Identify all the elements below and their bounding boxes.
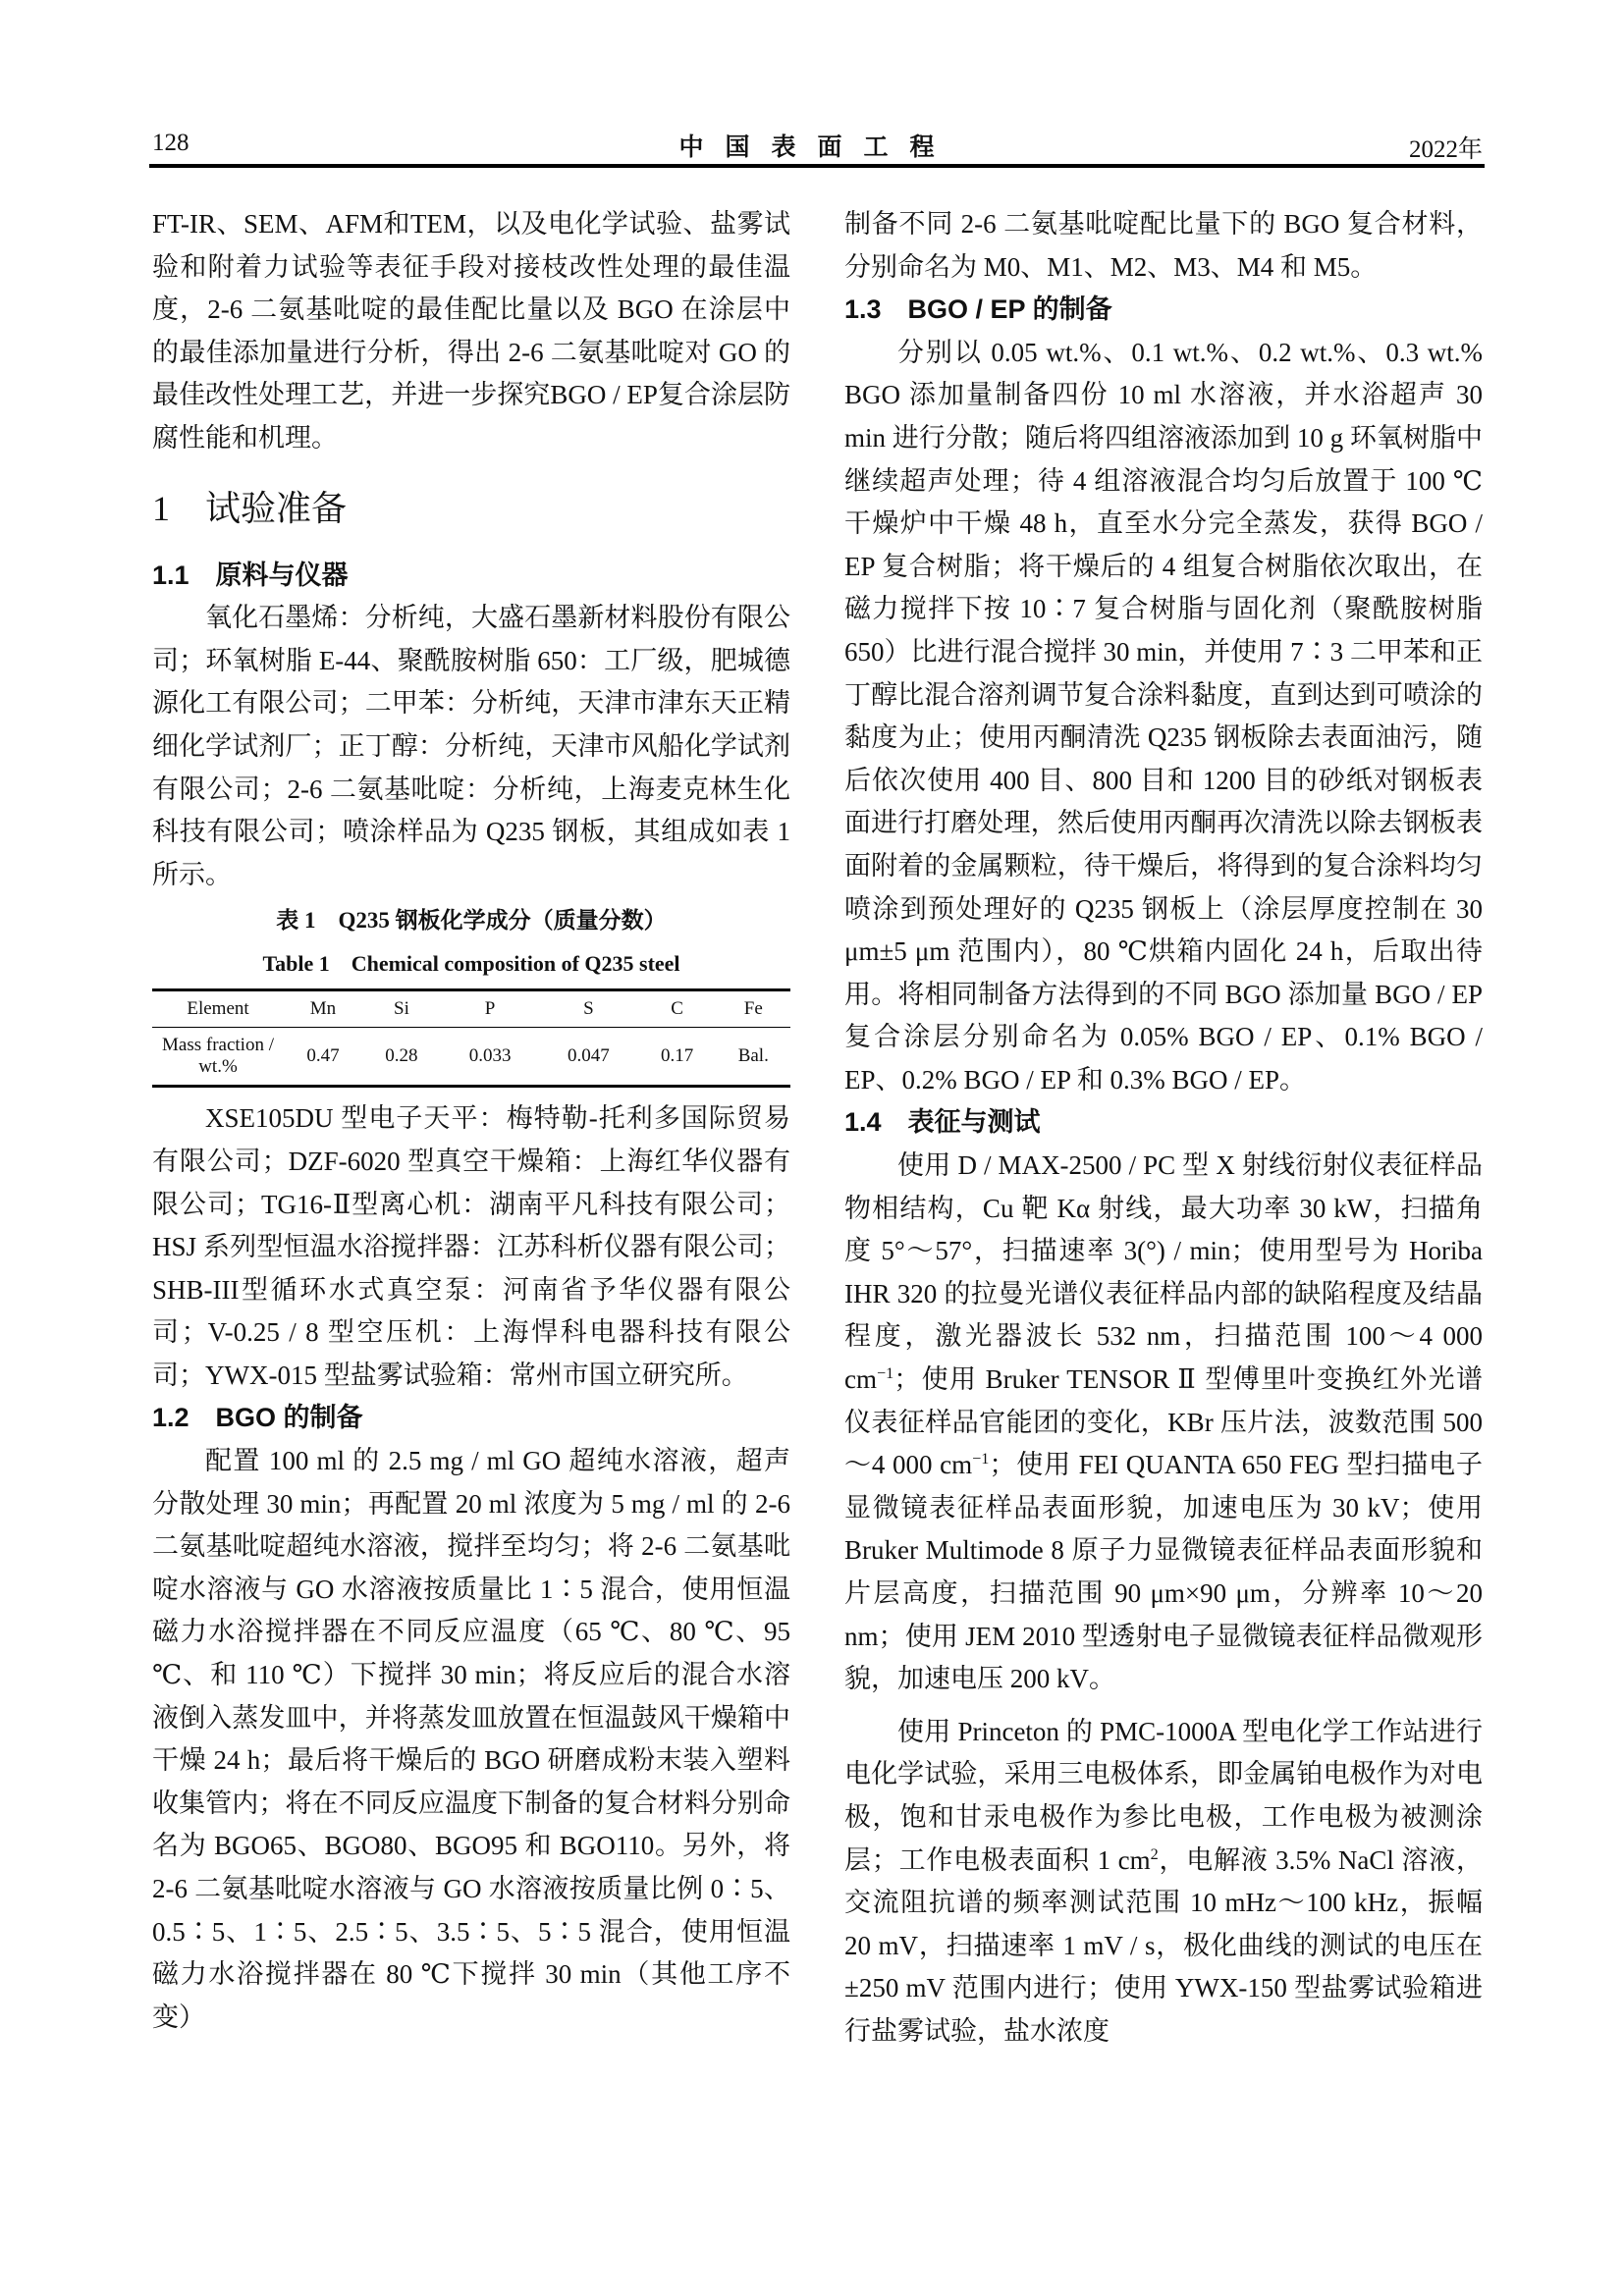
composition-table [152, 988, 790, 1088]
table-caption-cn: 表 1 Q235 钢板化学成分（质量分数） [276, 908, 667, 934]
subsection-heading: 1.3 BGO / EP 的制备 [844, 294, 1112, 325]
table-caption-en: Table 1 Chemical composition of Q235 steel [262, 951, 680, 977]
cell: 0.17 [660, 1045, 694, 1067]
paragraph: 配置 100 ml 的 2.5 mg / ml GO 超纯水溶液，超声分散处理 30 min；再配置 20 ml 浓度为 5 mg / ml 的 2-6 二氨基吡啶超纯水溶液，搅拌至均匀；将 2-6 二氨基吡啶水溶液与 GO 水溶液按质量比 1∶5 混合，使用恒温磁力水浴搅拌器在不同反应温度（65 ℃、80 ℃、95 ℃、和 110 ℃）下搅拌 30 min；将反应后的混合水溶液倒入蒸发皿中，并将蒸发皿放置在恒温鼓风干燥箱中干燥 24 h；最后将干燥后的 BGO 研磨成粉末装入塑料收集管内；将在不同反应温度下制备的复合材料分别命名为 BGO65、BGO80、BGO95 和 BGO110。另外，将 2-6 二氨基吡啶水溶液与 GO 水溶液按质量比例 0∶5、0.5∶5、1∶5、2.5∶5、3.5∶5、5∶5 混合，使用恒温磁力水浴搅拌器在 80 ℃下搅拌 30 min（其他工序不变） [152, 1446, 790, 2032]
cell: 0.28 [385, 1045, 418, 1067]
cell: 0.47 [306, 1045, 340, 1067]
subsection-heading: 1.4 表征与测试 [844, 1107, 1041, 1138]
cell: 0.033 [468, 1045, 512, 1067]
text-run: ；使用 Bruker TENSOR Ⅱ 型傅里叶变换红外光谱仪表征样品官能团的变化，KBr 压片法，波数范围 500～4 000 cm [844, 1364, 1483, 1480]
paragraph: 制备不同 2-6 二氨基吡啶配比量下的 BGO 复合材料，分别命名为 M0、M1、M2、M3、M4 和 M5。 [844, 209, 1483, 282]
section-heading: 1 试验准备 [152, 488, 348, 528]
paragraph [844, 1711, 1483, 2054]
subsection-heading: 1.1 原料与仪器 [152, 560, 349, 590]
table-row [152, 1028, 790, 1087]
superscript: 2 [1150, 1844, 1159, 1863]
subsection-heading: 1.2 BGO 的制备 [152, 1403, 363, 1433]
left-column [152, 203, 790, 2039]
text-run: 使用 Princeton 的 PMC-1000A 型电化学工作站进行电化学试验，采用三电极体系，即金属铂电极作为对电极，饱和甘汞电极作为参比电极，工作电极为被测涂层；工作电极表面积 1 cm [844, 1716, 1483, 1875]
cell: 0.047 [568, 1045, 610, 1067]
header-cell: Mn [309, 998, 337, 1020]
header-cell: Fe [743, 998, 763, 1020]
paragraph: XSE105DU 型电子天平：梅特勒-托利多国际贸易有限公司；DZF-6020 型真空干燥箱：上海红华仪器有限公司；TG16-Ⅱ型离心机：湖南平凡科技有限公司；HSJ 系列型恒温水浴搅拌器：江苏科析仪器有限公司；SHB-III型循环水式真空泵：河南省予华仪器有限公司；V-0.25 / 8 型空压机：上海悍科电器科技有限公司；YWX-015 型盐雾试验箱：常州市国立研究所。 [152, 1103, 790, 1390]
issue-year: 2022年 [1408, 136, 1483, 163]
paragraph: 氧化石墨烯：分析纯，大盛石墨新材料股份有限公司；环氧树脂 E-44、聚酰胺树脂 650：工厂级，肥城德源化工有限公司；二甲苯：分析纯，天津市津东天正精细化学试剂厂；正丁醇：分析纯，天津市风船化学试剂有限公司；2-6 二氨基吡啶：分析纯，上海麦克林生化科技有限公司；喷涂样品为 Q235 钢板，其组成如表 1 所示。 [152, 603, 790, 889]
journal-name: 中国表面工程 [678, 134, 956, 161]
cell: Bal. [737, 1045, 769, 1067]
right-column [844, 203, 1483, 2054]
paragraph: FT-IR、SEM、AFM和TEM，以及电化学试验、盐雾试验和附着力试验等表征手段对接枝改性处理的最佳温度，2-6 二氨基吡啶的最佳配比量以及 BGO 在涂层中的最佳添加量进行分析，得出 2-6 二氨基吡啶对 GO 的最佳改性处理工艺，并进一步探究BGO / EP复合涂层防腐性能和机理。 [152, 209, 790, 453]
cell: Mass fraction / wt.% [162, 1035, 274, 1078]
page-number: 128 [152, 130, 189, 156]
header-cell: Si [394, 998, 409, 1020]
text-run: 使用 D / MAX-2500 / PC 型 X 射线衍射仪表征样品物相结构，Cu 靶 Kα 射线，最大功率 30 kW，扫描角度 5°～57°，扫描速率 3(°) / min；使用型号为 Horiba IHR 320 的拉曼光谱仪表征样品内部的缺陷程度及结晶程度，激光器波长 532 nm，扫描范围 100～4 000 cm [844, 1150, 1483, 1395]
header-cell: C [671, 998, 683, 1020]
table-header-row [152, 990, 790, 1028]
header-cell: Element [187, 998, 249, 1020]
superscript: −1 [972, 1450, 990, 1468]
text-run: ；使用 FEI QUANTA 650 FEG 型扫描电子显微镜表征样品表面形貌，加速电压为 30 kV；使用 Bruker Multimode 8 原子力显微镜表征样品表面形貌和片层高度，扫描范围 90 μm×90 μm，分辨率 10～20 nm；使用 JEM 2010 型透射电子显微镜表征样品微观形貌，加速电压 200 kV。 [844, 1450, 1483, 1694]
header-cell: P [484, 998, 496, 1020]
header-cell: S [583, 998, 594, 1020]
text-run: ，电解液 3.5% NaCl 溶液，交流阻抗谱的频率测试范围 10 mHz～100 kHz，振幅 20 mV，扫描速率 1 mV / s，极化曲线的测试的电压在±250 mV 范围内进行；使用 YWX-150 型盐雾试验箱进行盐雾试验，盐水浓度 [844, 1844, 1483, 2046]
superscript: −1 [877, 1364, 894, 1383]
paragraph: 分别以 0.05 wt.%、0.1 wt.%、0.2 wt.%、0.3 wt.% BGO 添加量制备四份 10 ml 水溶液，并水浴超声 30 min 进行分散；随后将四组溶液添加到 10 g 环氧树脂中继续超声处理；待 4 组溶液混合均匀后放置于 100 ℃干燥炉中干燥 48 h，直至水分完全蒸发，获得 BGO / EP 复合树脂；将干燥后的 4 组复合树脂依次取出，在磁力搅拌下按 10∶7 复合树脂与固化剂（聚酰胺树脂 650）比进行混合搅拌 30 min，并使用 7∶3 二甲苯和正丁醇比混合溶剂调节复合涂料黏度，直到达到可喷涂的黏度为止；使用丙酮清洗 Q235 钢板除去表面油污，随后依次使用 400 目、800 目和 1200 目的砂纸对钢板表面进行打磨处理，然后使用丙酮再次清洗以除去钢板表面附着的金属颗粒，待干燥后，将得到的复合涂料均匀喷涂到预处理好的 Q235 钢板上（涂层厚度控制在 30 μm±5 μm 范围内），80 ℃烘箱内固化 24 h，后取出待用。将相同制备方法得到的不同 BGO 添加量 BGO / EP 复合涂层分别命名为 0.05% BGO / EP、0.1% BGO / EP、0.2% BGO / EP 和 0.3% BGO / EP。 [844, 337, 1483, 1095]
running-header [152, 126, 1483, 165]
paragraph [844, 1145, 1483, 1701]
header-rule [149, 164, 1485, 168]
